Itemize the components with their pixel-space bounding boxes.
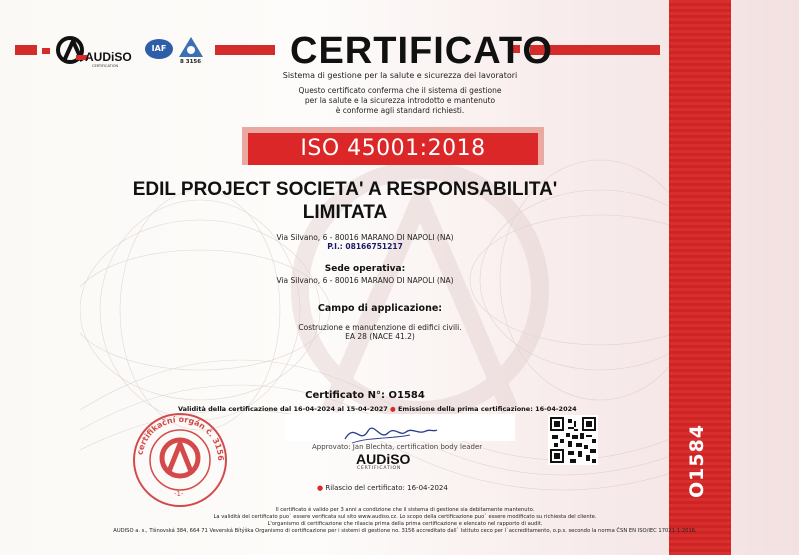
certificate-title: CERTIFICATO: [290, 30, 553, 72]
scope-line1: Costruzione e manutenzione di edifici civili.: [298, 323, 462, 332]
header-bar-left-2: [42, 48, 50, 54]
footer-line: AUDISO a. s., Tišnovská 384, 664 71 Veverská Bítýška Organismo di certificazione per i sistemi di gestione no. 3156 accreditato dall` Istituto ceco per l`accreditamento, o.p.s. secondo la norma ČSN EN ISO/IEC 17021-1:2016.: [113, 528, 697, 534]
intro-line: per la salute e la sicurezza introdotto e mantenuto: [304, 96, 496, 105]
company-name-line: EDIL PROJECT SOCIETA' A RESPONSABILITA': [132, 179, 558, 200]
site-address: Via Silvano, 6 - 80016 MARANO DI NAPOLI (NA): [276, 276, 454, 285]
certificate-subtitle: Sistema di gestione per la salute e sicurezza dei lavoratori: [282, 71, 518, 80]
intro-line: è conforme agli standard richiesti.: [335, 106, 465, 115]
footer-line: L'organismo di certificazione che rilascia prima della prima certificazione e elencato nel rapporto di audit.: [267, 521, 543, 527]
scope-heading: Campo di applicazione:: [317, 303, 443, 314]
footer-notes: [60, 507, 750, 535]
audiso-footer-logo: AUDiSO: [356, 451, 411, 467]
verification-qr-code[interactable]: [548, 415, 598, 465]
company-address: Via Silvano, 6 - 80016 MARANO DI NAPOLI (NA): [276, 233, 454, 242]
iaf-logo: IAF: [145, 39, 173, 59]
certificate-number: Certificato N°: O1584: [305, 390, 425, 401]
site-heading: Sede operativa:: [324, 264, 406, 274]
header-bar-left-1: [15, 45, 37, 55]
stamp-number: -1-: [174, 490, 184, 498]
intro-text: [260, 86, 540, 116]
intro-line: Questo certificato conferma che il sistema di gestione: [298, 86, 502, 95]
cai-accreditation-icon: [178, 36, 204, 58]
footer-line: La validità del certificato puo` essere verificata sul sito www.audiso.cz. Lo scopo della certificazione puo` essere modificato su richiesta del cliente.: [213, 514, 597, 520]
footer-line: Il certificato è valido per 3 anni a condizione che il sistema di gestione sia debitamente mantenuto.: [275, 507, 535, 513]
company-name: [100, 178, 590, 224]
scope-line2: EA 28 (NACE 41.2): [345, 332, 415, 341]
first-issue-text: Emissione della prima certificazione: 16-04-2024: [397, 405, 577, 413]
validity-line: [178, 405, 628, 413]
issue-date-text: Rilascio del certificato: 16-04-2024: [325, 484, 448, 492]
validity-text: Validità della certificazione dal 16-04-2024 al 15-04-2027: [178, 405, 388, 413]
company-name-line: LIMITATA: [302, 202, 388, 223]
company-vat: P.I.: 08166751217: [327, 242, 403, 251]
approved-by: Approvato: Jan Blechta, certification body leader: [312, 443, 483, 451]
separator-dot: ●: [317, 484, 324, 492]
stamp-text: certifikační orgán č. 3156: [135, 414, 226, 462]
separator-dot: ●: [390, 405, 396, 413]
audiso-logo-subtext: CERTIFICATION: [92, 64, 119, 68]
ribbon-certificate-number: O1584: [686, 423, 708, 498]
cai-code: 8 3156: [180, 59, 202, 65]
header-bar-mid: [215, 45, 275, 55]
audiso-logo-text: AUDiSO: [85, 50, 132, 64]
standard-box: ISO 45001:2018: [248, 133, 538, 165]
audiso-footer-logo-sub: CERTIFICATION: [357, 466, 402, 471]
issue-date: [317, 484, 497, 492]
